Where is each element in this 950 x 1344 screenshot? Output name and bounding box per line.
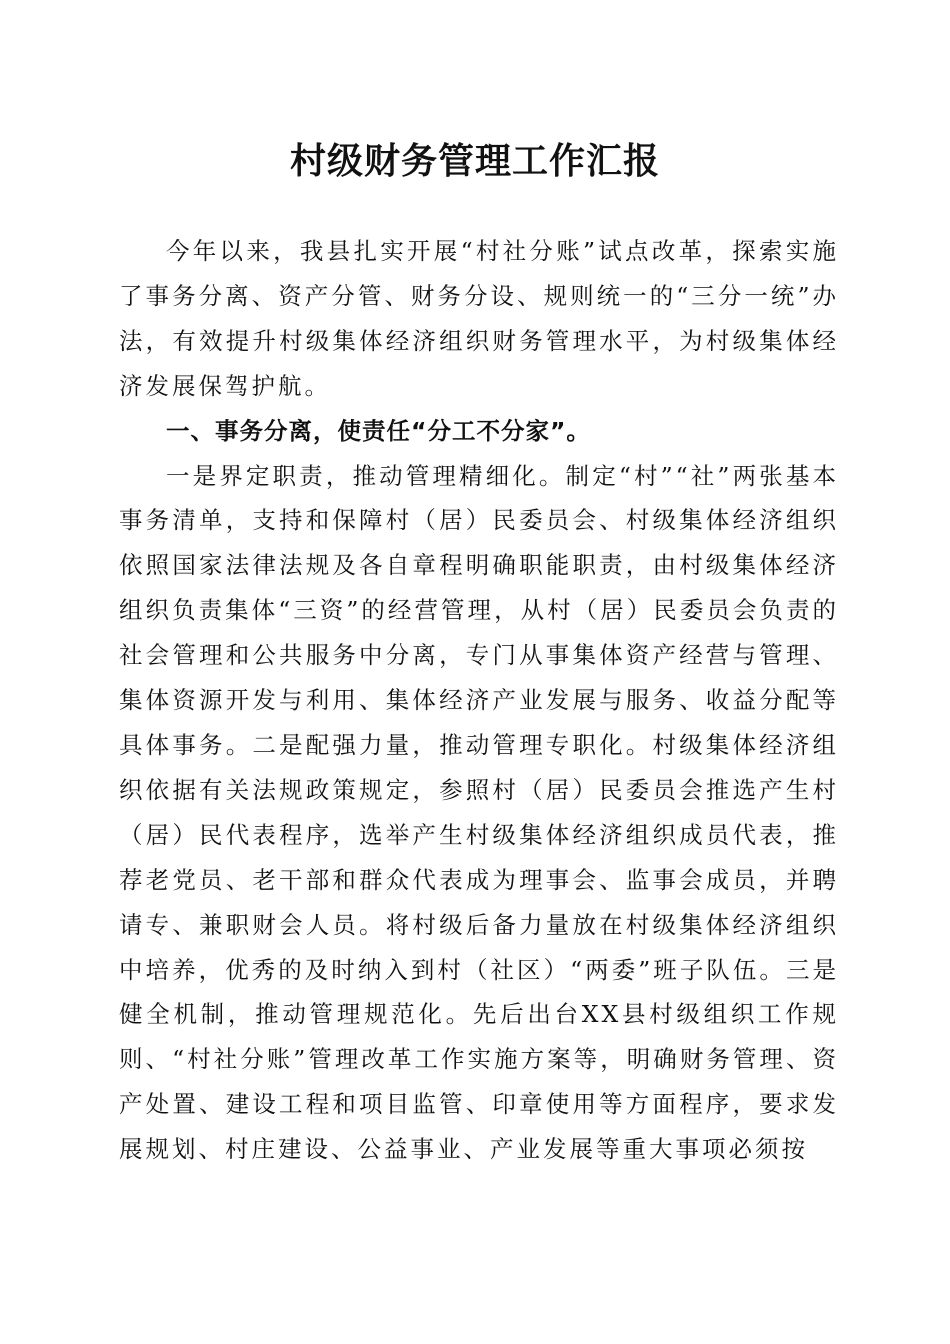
section-heading-1: 一、事务分离，使责任“分工不分家”。 (166, 416, 591, 445)
document-body (119, 229, 839, 1172)
intro-paragraph: 今年以来，我县扎实开展“村社分账”试点改革，探索实施了事务分离、资产分管、财务分设、规则统一的“三分一统”办法，有效提升村级集体经济组织财务管理水平，为村级集体经济发展保驾护航。 (119, 237, 839, 400)
section-1-paragraph: 一是界定职责，推动管理精细化。制定“村”“社”两张基本事务清单，支持和保障村（居）民委员会、村级集体经济组织依照国家法律法规及各自章程明确职能职责，由村级集体经济组织负责集体“三资”的经营管理，从村（居）民委员会负责的社会管理和公共服务中分离，专门从事集体资产经营与管理、集体资源开发与利用、集体经济产业发展与服务、收益分配等具体事务。二是配强力量，推动管理专职化。村级集体经济组织依据有关法规政策规定，参照村（居）民委员会推选产生村（居）民代表程序，选举产生村级集体经济组织成员代表，推荐老党员、老干部和群众代表成为理事会、监事会成员，并聘请专、兼职财会人员。将村级后备力量放在村级集体经济组织中培养，优秀的及时纳入到村（社区）“两委”班子队伍。三是健全机制，推动管理规范化。先后出台XX县村级组织工作规则、“村社分账”管理改革工作实施方案等，明确财务管理、资产处置、建设工程和项目监管、印章使用等方面程序，要求发展规划、村庄建设、公益事业、产业发展等重大事项必须按 (119, 461, 839, 1164)
document-title: 村级财务管理工作汇报 (289, 140, 660, 182)
